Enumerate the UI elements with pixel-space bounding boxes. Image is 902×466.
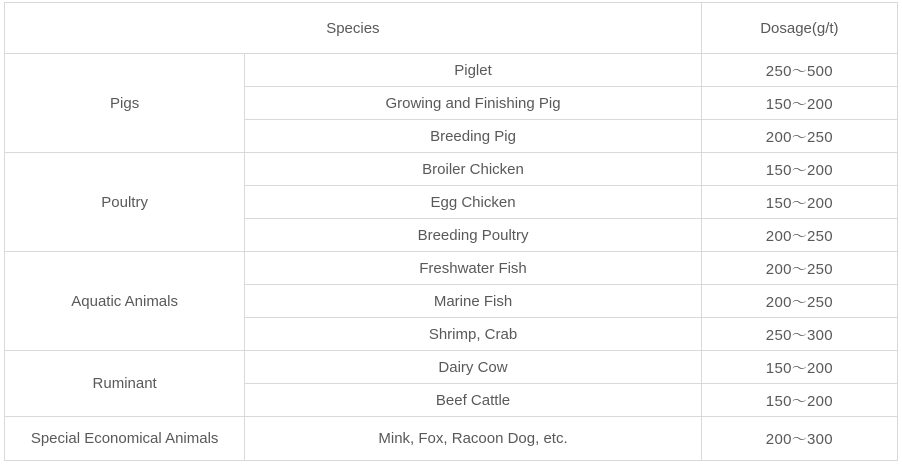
group-label-aquatic-animals: Aquatic Animals: [5, 252, 245, 351]
species-cell: Beef Cattle: [245, 384, 702, 417]
group-label-ruminant: Ruminant: [5, 351, 245, 417]
dosage-cell: 200～300: [701, 417, 897, 461]
table-row: [5, 417, 898, 461]
group-label-poultry: Poultry: [5, 153, 245, 252]
dosage-cell: 150～200: [701, 186, 897, 219]
group-label-special-economical-animals: Special Economical Animals: [5, 417, 245, 461]
dosage-cell: 200～250: [701, 120, 897, 153]
dosage-cell: 150～200: [701, 351, 897, 384]
species-cell: Shrimp, Crab: [245, 318, 702, 351]
table-body: [5, 54, 898, 461]
table-row: [5, 351, 898, 384]
table-header: [5, 3, 898, 54]
header-dosage: Dosage(g/t): [701, 3, 897, 54]
table-row: [5, 153, 898, 186]
dosage-cell: 200～250: [701, 252, 897, 285]
table-row: [5, 54, 898, 87]
table-row: [5, 252, 898, 285]
species-cell: Broiler Chicken: [245, 153, 702, 186]
dosage-cell: 250～500: [701, 54, 897, 87]
species-cell: Freshwater Fish: [245, 252, 702, 285]
species-cell: Piglet: [245, 54, 702, 87]
species-cell: Dairy Cow: [245, 351, 702, 384]
dosage-cell: 150～200: [701, 384, 897, 417]
species-cell: Growing and Finishing Pig: [245, 87, 702, 120]
dosage-cell: 200～250: [701, 219, 897, 252]
dosage-cell: 250～300: [701, 318, 897, 351]
dosage-table: [4, 2, 898, 461]
dosage-cell: 150～200: [701, 87, 897, 120]
species-cell: Marine Fish: [245, 285, 702, 318]
species-cell: Breeding Pig: [245, 120, 702, 153]
header-row: [5, 3, 898, 54]
dosage-cell: 200～250: [701, 285, 897, 318]
species-cell: Breeding Poultry: [245, 219, 702, 252]
header-species: Species: [5, 3, 702, 54]
species-cell: Mink, Fox, Racoon Dog, etc.: [245, 417, 702, 461]
group-label-pigs: Pigs: [5, 54, 245, 153]
species-cell: Egg Chicken: [245, 186, 702, 219]
dosage-cell: 150～200: [701, 153, 897, 186]
